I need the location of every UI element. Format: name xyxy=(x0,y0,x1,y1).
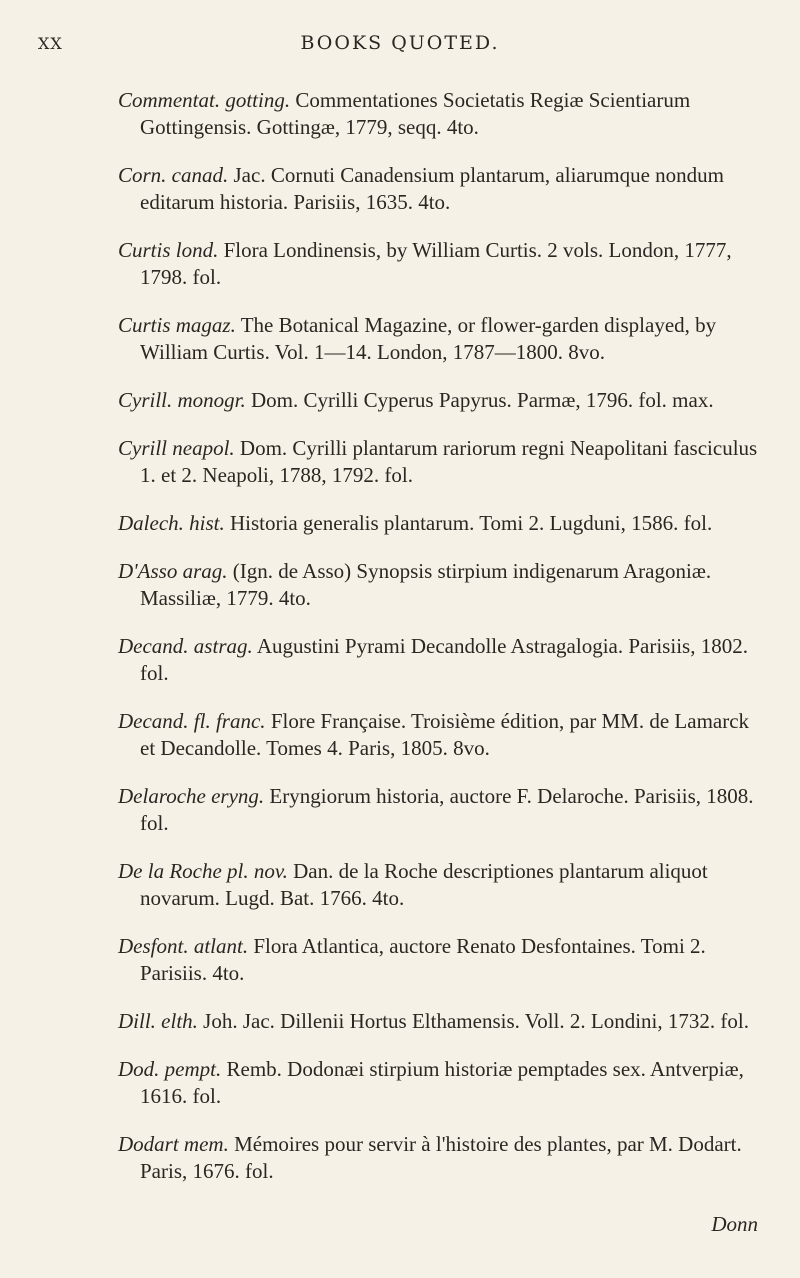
entry-text: Augustini Pyrami Decandolle Astragalogia. Parisiis, 1802. fol. xyxy=(140,634,748,685)
entry-text: Mémoires pour servir à l'histoire des plantes, par M. Dodart. Paris, 1676. fol. xyxy=(140,1132,742,1183)
bibliography-entry xyxy=(118,435,758,489)
entry-text: Eryngiorum historia, auctore F. Delaroche. Parisiis, 1808. fol. xyxy=(140,784,754,835)
bibliography-entry xyxy=(118,783,758,837)
bibliography-entry xyxy=(118,933,758,987)
entry-text: Flora Londinensis, by William Curtis. 2 vols. London, 1777, 1798. fol. xyxy=(140,238,732,289)
entry-abbreviation: Commentat. gotting. xyxy=(118,88,291,112)
bibliography-entry xyxy=(118,633,758,687)
entry-abbreviation: Dod. pempt. xyxy=(118,1057,222,1081)
bibliography-entry xyxy=(118,237,758,291)
entry-text: Commentationes Societatis Regiæ Scientiarum Gottingensis. Gottingæ, 1779, seqq. 4to. xyxy=(140,88,691,139)
entry-text: Historia generalis plantarum. Tomi 2. Lugduni, 1586. fol. xyxy=(229,511,713,535)
bibliography-entry xyxy=(118,1131,758,1185)
entry-abbreviation: Decand. fl. franc. xyxy=(118,709,266,733)
bibliography-entry xyxy=(118,558,758,612)
entry-text: Dom. Cyrilli plantarum rariorum regni Neapolitani fasciculus 1. et 2. Neapoli, 1788, 1792. fol. xyxy=(140,436,758,487)
bibliography-list xyxy=(118,66,758,1192)
bibliography-entry xyxy=(118,1008,758,1035)
entry-abbreviation: Cyrill. monogr. xyxy=(118,388,246,412)
entry-text: Flore Française. Troisième édition, par MM. de Lamarck et Decandolle. Tomes 4. Paris, 1805. 8vo. xyxy=(140,709,750,760)
entry-abbreviation: Corn. canad. xyxy=(118,163,229,187)
entry-text: Jac. Cornuti Canadensium plantarum, aliarumque nondum editarum historia. Parisiis, 1635. 4to. xyxy=(140,163,724,214)
bibliography-entry xyxy=(118,162,758,216)
entry-abbreviation: Dill. elth. xyxy=(118,1009,198,1033)
entry-text: (Ign. de Asso) Synopsis stirpium indigenarum Aragoniæ. Massiliæ, 1779. 4to. xyxy=(140,559,712,610)
bibliography-entry xyxy=(118,510,758,537)
entry-abbreviation: De la Roche pl. nov. xyxy=(118,859,288,883)
bibliography-entry xyxy=(118,87,758,141)
entry-abbreviation: Dodart mem. xyxy=(118,1132,229,1156)
entry-text: Dan. de la Roche descriptiones plantarum aliquot novarum. Lugd. Bat. 1766. 4to. xyxy=(140,859,708,910)
entry-abbreviation: Delaroche eryng. xyxy=(118,784,265,808)
running-header: BOOKS QUOTED. xyxy=(300,32,500,54)
entry-abbreviation: Curtis lond. xyxy=(118,238,219,262)
bibliography-entry xyxy=(118,1056,758,1110)
entry-abbreviation: Decand. astrag. xyxy=(118,634,253,658)
catchword: Donn xyxy=(711,1212,758,1236)
entry-text: Joh. Jac. Dillenii Hortus Elthamensis. Voll. 2. Londini, 1732. fol. xyxy=(203,1009,749,1033)
entry-abbreviation: Desfont. atlant. xyxy=(118,934,249,958)
entry-abbreviation: D'Asso arag. xyxy=(118,559,228,583)
bibliography-entry xyxy=(118,312,758,366)
page-number: XX xyxy=(38,34,63,53)
entry-text: Dom. Cyrilli Cyperus Papyrus. Parmæ, 1796. fol. max. xyxy=(251,388,714,412)
entry-text: Flora Atlantica, auctore Renato Desfontaines. Tomi 2. Parisiis. 4to. xyxy=(140,934,706,985)
entry-text: Remb. Dodonæi stirpium historiæ pemptades sex. Antverpiæ, 1616. fol. xyxy=(140,1057,744,1108)
bibliography-entry xyxy=(118,387,758,414)
entry-abbreviation: Cyrill neapol. xyxy=(118,436,235,460)
bibliography-entry xyxy=(118,708,758,762)
bibliography-entry xyxy=(118,858,758,912)
entry-text: The Botanical Magazine, or flower-garden displayed, by William Curtis. Vol. 1—14. London, 1787—1800. 8vo. xyxy=(140,313,717,364)
entry-abbreviation: Curtis magaz. xyxy=(118,313,236,337)
entry-abbreviation: Dalech. hist. xyxy=(118,511,225,535)
